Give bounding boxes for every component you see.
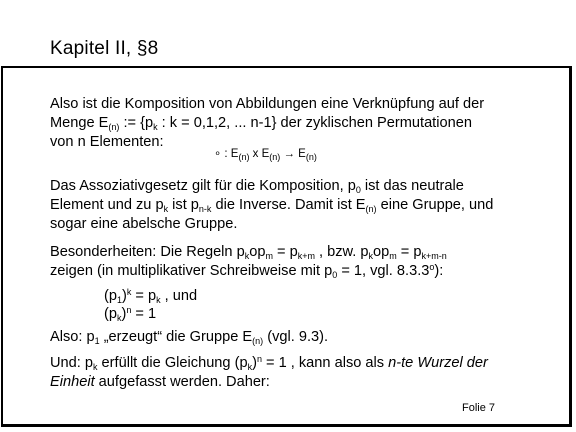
und-line-2: Einheit aufgefasst werden. Daher: [50, 374, 270, 390]
also-line: Also: $p_1$ „erzeugt“ die Gruppe $E_{(n)}$ (vgl. 9.3). [50, 329, 329, 346]
equation-1: $(p_1)^k = p_k$ , und [104, 287, 198, 305]
composition-formula: ∘ : $E_{(n)}$ x $E_{(n)} \to E_{(n)}$ [214, 148, 317, 162]
equation-2: $(p_k)^n = 1$ [104, 305, 157, 323]
slide-title: Kapitel II, §8 [50, 38, 159, 59]
paragraph-1-line-3: von n Elementen: [50, 134, 164, 150]
paragraph-2-line-1: Das Assoziativgesetz gilt für die Komposition, $p_0$ ist das neutrale [50, 178, 464, 195]
paragraph-3-line-1: Besonderheiten: Die Regeln $p_kop_m = p_{k+m}$ , bzw. $p_kop_m = p_{k+m-n}$ [50, 244, 447, 261]
paragraph-3-line-2: zeigen (in multiplikativer Schreibweise mit $p_0 = 1$, vgl. 8.3.3$^o$): [50, 262, 444, 280]
paragraph-2-line-2: Element und zu $p_k$ ist $p_{n-k}$ die Inverse. Damit ist $E_{(n)}$ eine Gruppe, und [50, 197, 494, 214]
paragraph-1-line-1: Also ist die Komposition von Abbildungen eine Verknüpfung auf der [50, 96, 485, 112]
slide-number: Folie 7 [462, 402, 496, 414]
paragraph-1-line-2: Menge $E_{(n)}$ := {$p_k$ : k = 0,1,2, ... n-1} der zyklischen Permutationen [50, 115, 472, 132]
und-line-1: Und: $p_k$ erfüllt die Gleichung $(p_k)^n = 1$ , kann also als n-te Wurzel der [50, 354, 488, 372]
paragraph-2-line-3: sogar eine abelsche Gruppe. [50, 216, 238, 232]
